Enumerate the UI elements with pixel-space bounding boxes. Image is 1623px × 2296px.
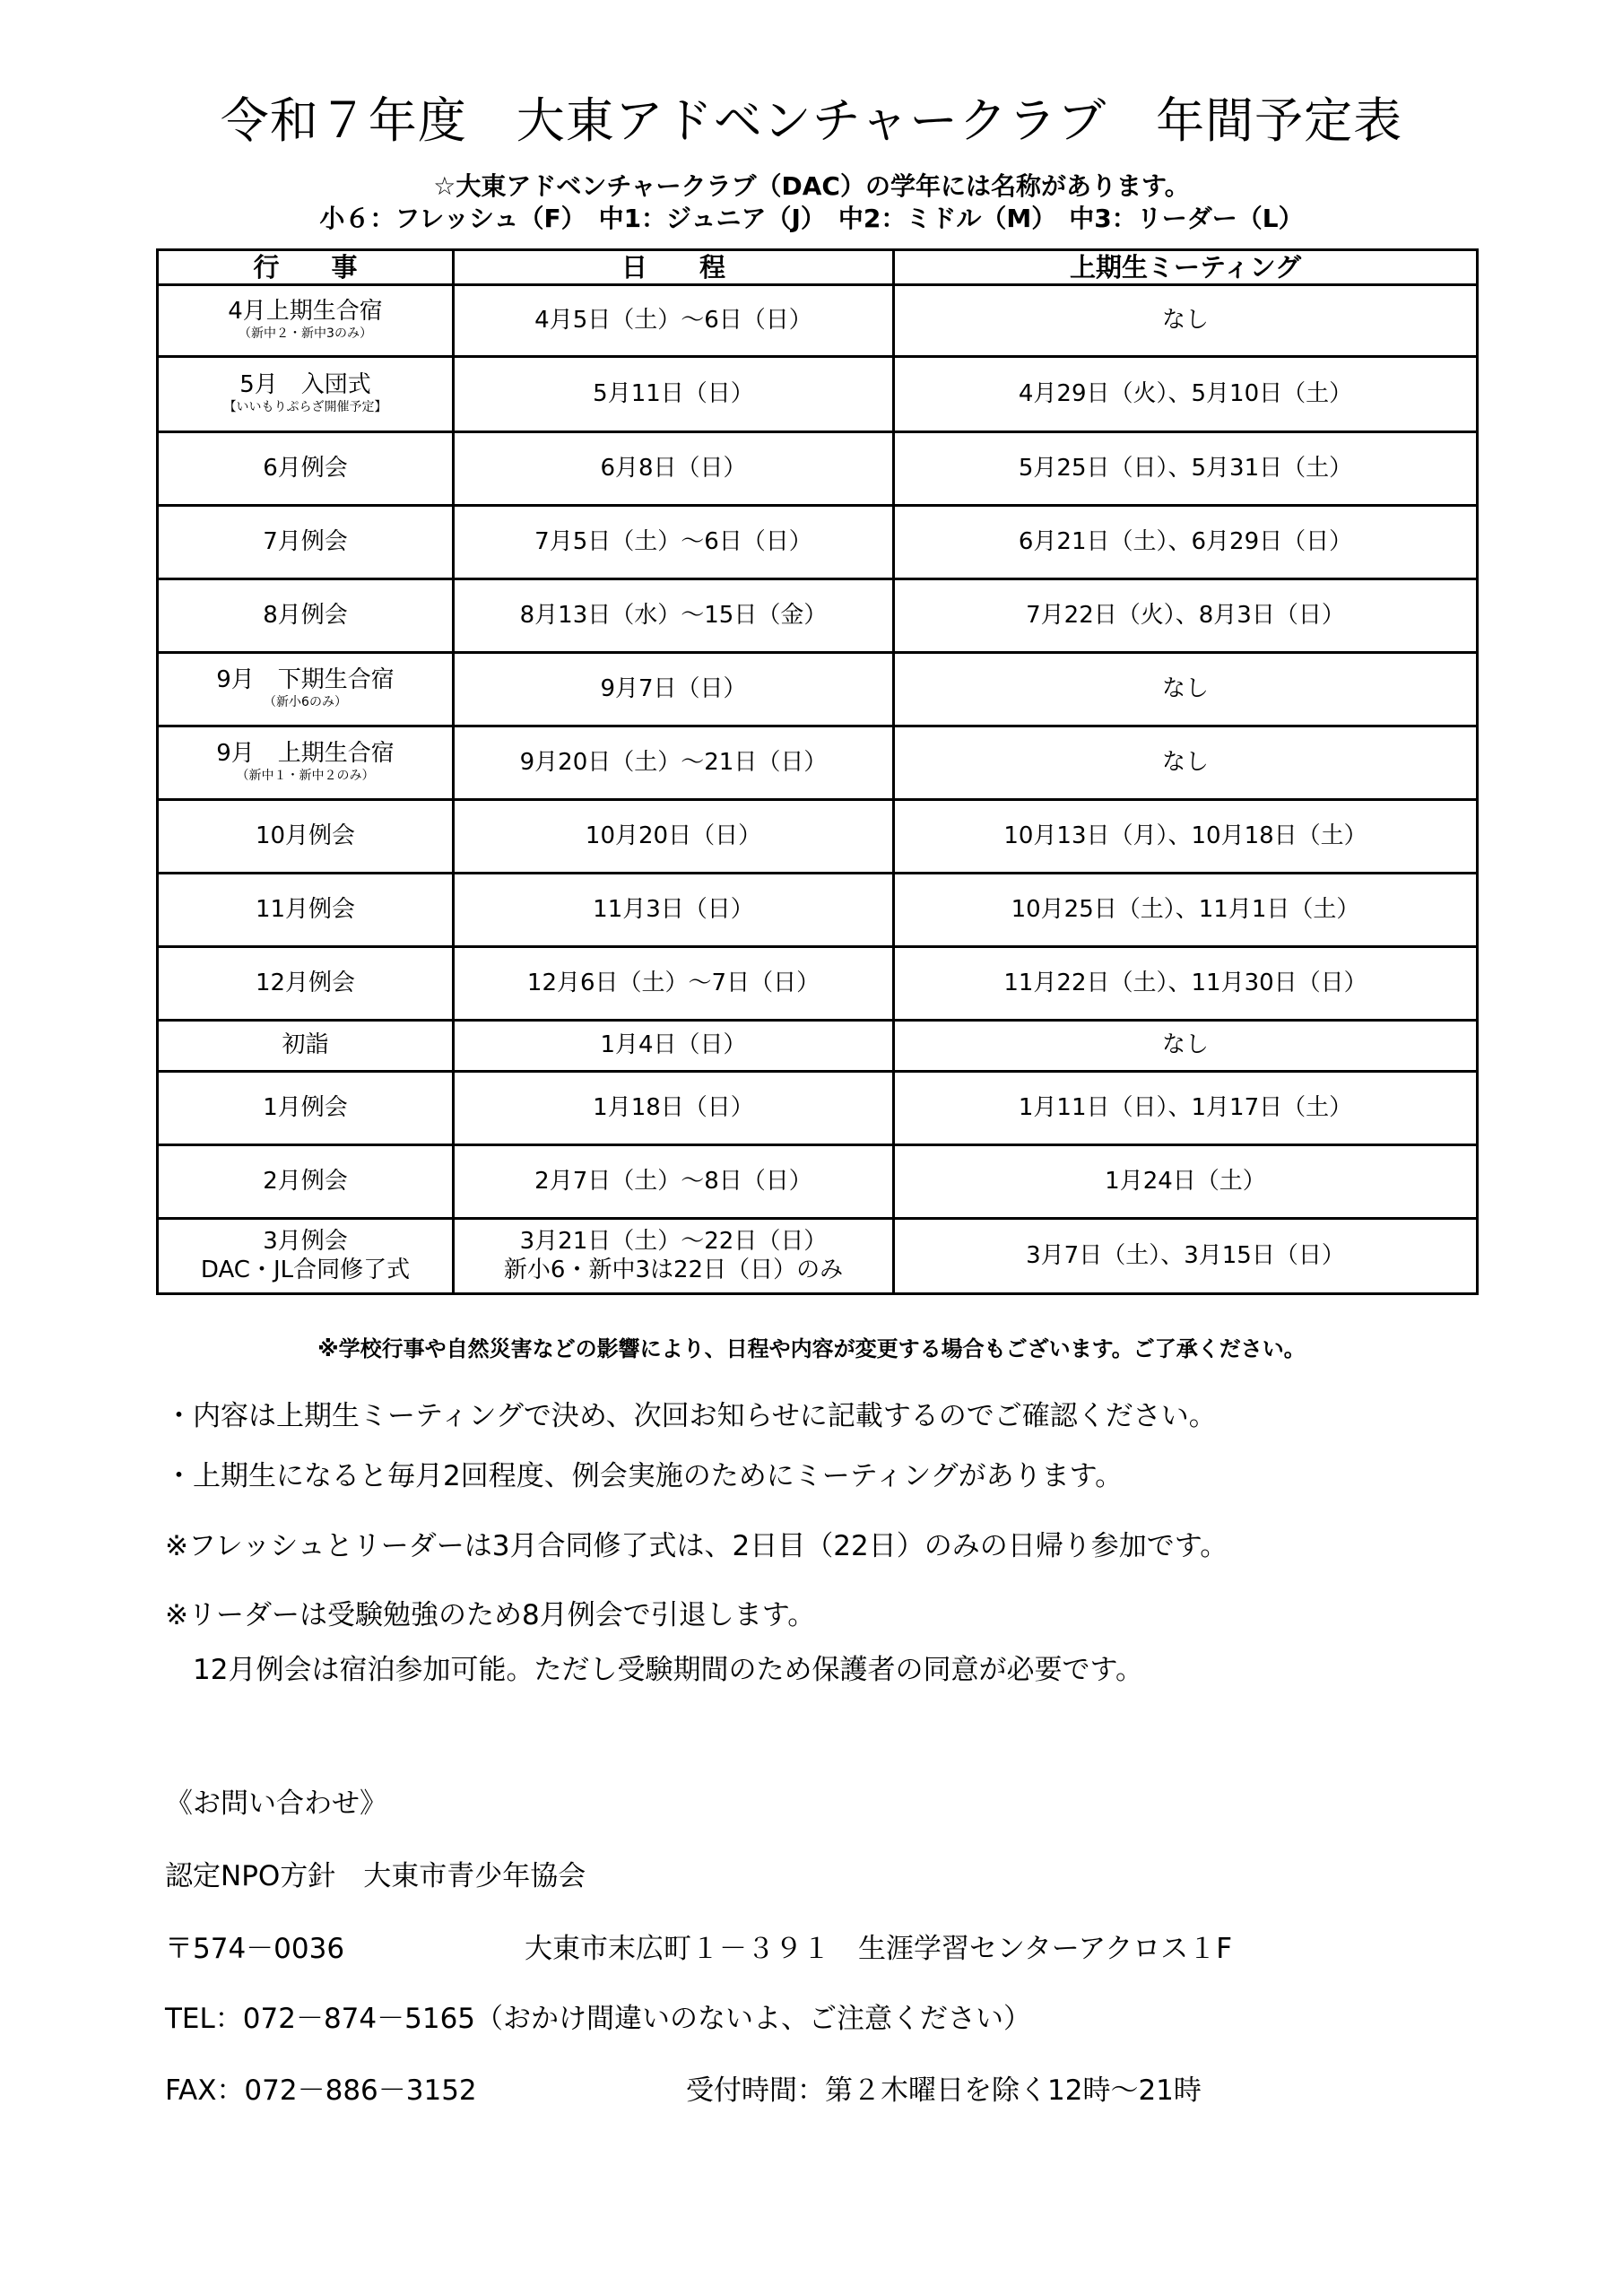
event-name: 10月例会	[255, 822, 356, 849]
event-cell	[158, 874, 454, 947]
event-name: 5月 入団式	[239, 371, 371, 399]
meeting-cell: 1月24日（土）	[894, 1145, 1478, 1219]
table-row	[158, 506, 1478, 579]
event-cell	[158, 579, 454, 653]
contact-postal-code: 〒574－0036	[165, 1933, 345, 1965]
meeting-cell: 4月29日（火）、5月10日（土）	[894, 357, 1478, 432]
event-name: 1月例会	[263, 1093, 348, 1121]
event-note: 【いいもりぷらざ開催予定】	[223, 400, 387, 415]
table-row	[158, 579, 1478, 653]
schedule-change-notice: ※学校行事や自然災害などの影響により、日程や内容が変更する場合もございます。ご了承ください。	[317, 1336, 1306, 1361]
column-header-meeting: 上期生ミーティング	[894, 250, 1478, 285]
contact-organization: 認定NPO方針 大東市青少年協会	[165, 1860, 586, 1892]
event-cell	[158, 506, 454, 579]
date-note: 新小6・新中3は22日（日）のみ	[503, 1256, 844, 1283]
event-cell	[158, 285, 454, 357]
date-text: 2月7日（土）～8日（日）	[534, 1167, 812, 1195]
table-row	[158, 432, 1478, 506]
event-name: 9月 下期生合宿	[216, 666, 395, 694]
date-text: 8月13日（水）～15日（金）	[519, 601, 828, 629]
event-cell	[158, 1021, 454, 1072]
date-cell	[454, 1219, 894, 1294]
page-title: 令和７年度 大東アドベンチャークラブ 年間予定表	[220, 92, 1403, 149]
date-text: 9月20日（土）～21日（日）	[519, 748, 828, 776]
table-row	[158, 1021, 1478, 1072]
date-cell	[454, 947, 894, 1021]
table-row	[158, 947, 1478, 1021]
contact-hours: 受付時間：第２木曜日を除く12時～21時	[686, 2074, 1202, 2107]
event-cell	[158, 357, 454, 432]
date-text: 10月20日（日）	[585, 822, 762, 849]
date-text: 11月3日（日）	[593, 895, 754, 923]
date-cell	[454, 1145, 894, 1219]
date-text: 1月18日（日）	[593, 1093, 754, 1121]
date-text: 9月7日（日）	[600, 674, 747, 702]
date-text: 6月8日（日）	[600, 454, 747, 482]
event-cell	[158, 432, 454, 506]
event-name: 2月例会	[263, 1167, 348, 1195]
event-name: 6月例会	[263, 454, 348, 482]
event-cell	[158, 653, 454, 726]
date-text: 12月6日（土）～7日（日）	[526, 969, 820, 996]
meeting-cell: 1月11日（日）、1月17日（土）	[894, 1072, 1478, 1145]
note-meeting-frequency: ・上期生になると毎月2回程度、例会実施のためにミーティングがあります。	[165, 1460, 1124, 1492]
contact-fax: FAX：072－886－3152	[165, 2074, 477, 2107]
table-row	[158, 1072, 1478, 1145]
date-text: 4月5日（土）～6日（日）	[534, 306, 812, 334]
date-text: 5月11日（日）	[593, 379, 754, 407]
column-header-date: 日 程	[454, 250, 894, 285]
date-cell	[454, 579, 894, 653]
date-cell	[454, 285, 894, 357]
event-note: （新中１・新中２のみ）	[236, 769, 375, 784]
event-note: （新小6のみ）	[264, 695, 347, 710]
meeting-cell: なし	[894, 1021, 1478, 1072]
meeting-cell: 7月22日（火）、8月3日（日）	[894, 579, 1478, 653]
date-cell	[454, 726, 894, 800]
date-cell	[454, 432, 894, 506]
date-cell	[454, 506, 894, 579]
event-name: 11月例会	[255, 895, 356, 923]
schedule-table	[156, 248, 1479, 1295]
event-cell	[158, 1219, 454, 1294]
note-meeting-content: ・内容は上期生ミーティングで決め、次回お知らせに記載するのでご確認ください。	[165, 1400, 1217, 1432]
date-cell	[454, 800, 894, 874]
event-cell	[158, 800, 454, 874]
event-name: 12月例会	[255, 969, 356, 996]
meeting-cell: 10月13日（月）、10月18日（土）	[894, 800, 1478, 874]
table-header-row	[158, 250, 1478, 285]
meeting-cell: 5月25日（日）、5月31日（土）	[894, 432, 1478, 506]
meeting-cell: 6月21日（土）、6月29日（日）	[894, 506, 1478, 579]
meeting-cell: 10月25日（土）、11月1日（土）	[894, 874, 1478, 947]
event-name: 8月例会	[263, 601, 348, 629]
table-row	[158, 1145, 1478, 1219]
contact-tel: TEL：072－874－5165（おかけ間違いのないよ、ご注意ください）	[165, 2003, 1032, 2035]
note-december-stay: 12月例会は宿泊参加可能。ただし受験期間のため保護者の同意が必要です。	[165, 1654, 1143, 1686]
event-cell	[158, 947, 454, 1021]
event-name: 4月上期生合宿	[228, 298, 383, 326]
event-name: 7月例会	[263, 527, 348, 555]
meeting-cell: なし	[894, 653, 1478, 726]
grade-names-intro: ☆大東アドベンチャークラブ（DAC）の学年には名称があります。	[433, 171, 1190, 201]
event-name: 初詣	[282, 1031, 329, 1059]
date-cell	[454, 874, 894, 947]
table-row	[158, 357, 1478, 432]
table-row	[158, 653, 1478, 726]
grade-names-list: 小６：フレッシュ（F） 中1：ジュニア（J） 中2：ミドル（M） 中3：リーダー（L）	[319, 204, 1304, 233]
date-cell	[454, 1021, 894, 1072]
event-name: 9月 上期生合宿	[216, 740, 395, 768]
table-row	[158, 874, 1478, 947]
contact-address: 大東市末広町１－３９１ 生涯学習センターアクロス１F	[525, 1933, 1233, 1965]
event-cell	[158, 726, 454, 800]
note-fresh-leader-ceremony: ※フレッシュとリーダーは3月合同修了式は、2日目（22日）のみの日帰り参加です。	[165, 1530, 1228, 1562]
meeting-cell: なし	[894, 285, 1478, 357]
date-cell	[454, 357, 894, 432]
table-row	[158, 726, 1478, 800]
date-cell	[454, 1072, 894, 1145]
contact-heading: 《お問い合わせ》	[165, 1787, 387, 1820]
date-text: 1月4日（日）	[600, 1031, 747, 1059]
event-name: 3月例会	[263, 1228, 348, 1256]
note-leader-retirement: ※リーダーは受験勉強のため8月例会で引退します。	[165, 1599, 816, 1631]
table-row	[158, 800, 1478, 874]
event-cell	[158, 1145, 454, 1219]
event-note: DAC・JL合同修了式	[200, 1256, 411, 1283]
event-cell	[158, 1072, 454, 1145]
column-header-event: 行 事	[158, 250, 454, 285]
date-text: 3月21日（土）～22日（日）	[519, 1228, 828, 1256]
event-note: （新中２・新中3のみ）	[239, 326, 372, 342]
meeting-cell: 3月7日（土）、3月15日（日）	[894, 1219, 1478, 1294]
table-row	[158, 1219, 1478, 1294]
table-row	[158, 285, 1478, 357]
date-cell	[454, 653, 894, 726]
meeting-cell: 11月22日（土）、11月30日（日）	[894, 947, 1478, 1021]
date-text: 7月5日（土）～6日（日）	[534, 527, 812, 555]
meeting-cell: なし	[894, 726, 1478, 800]
